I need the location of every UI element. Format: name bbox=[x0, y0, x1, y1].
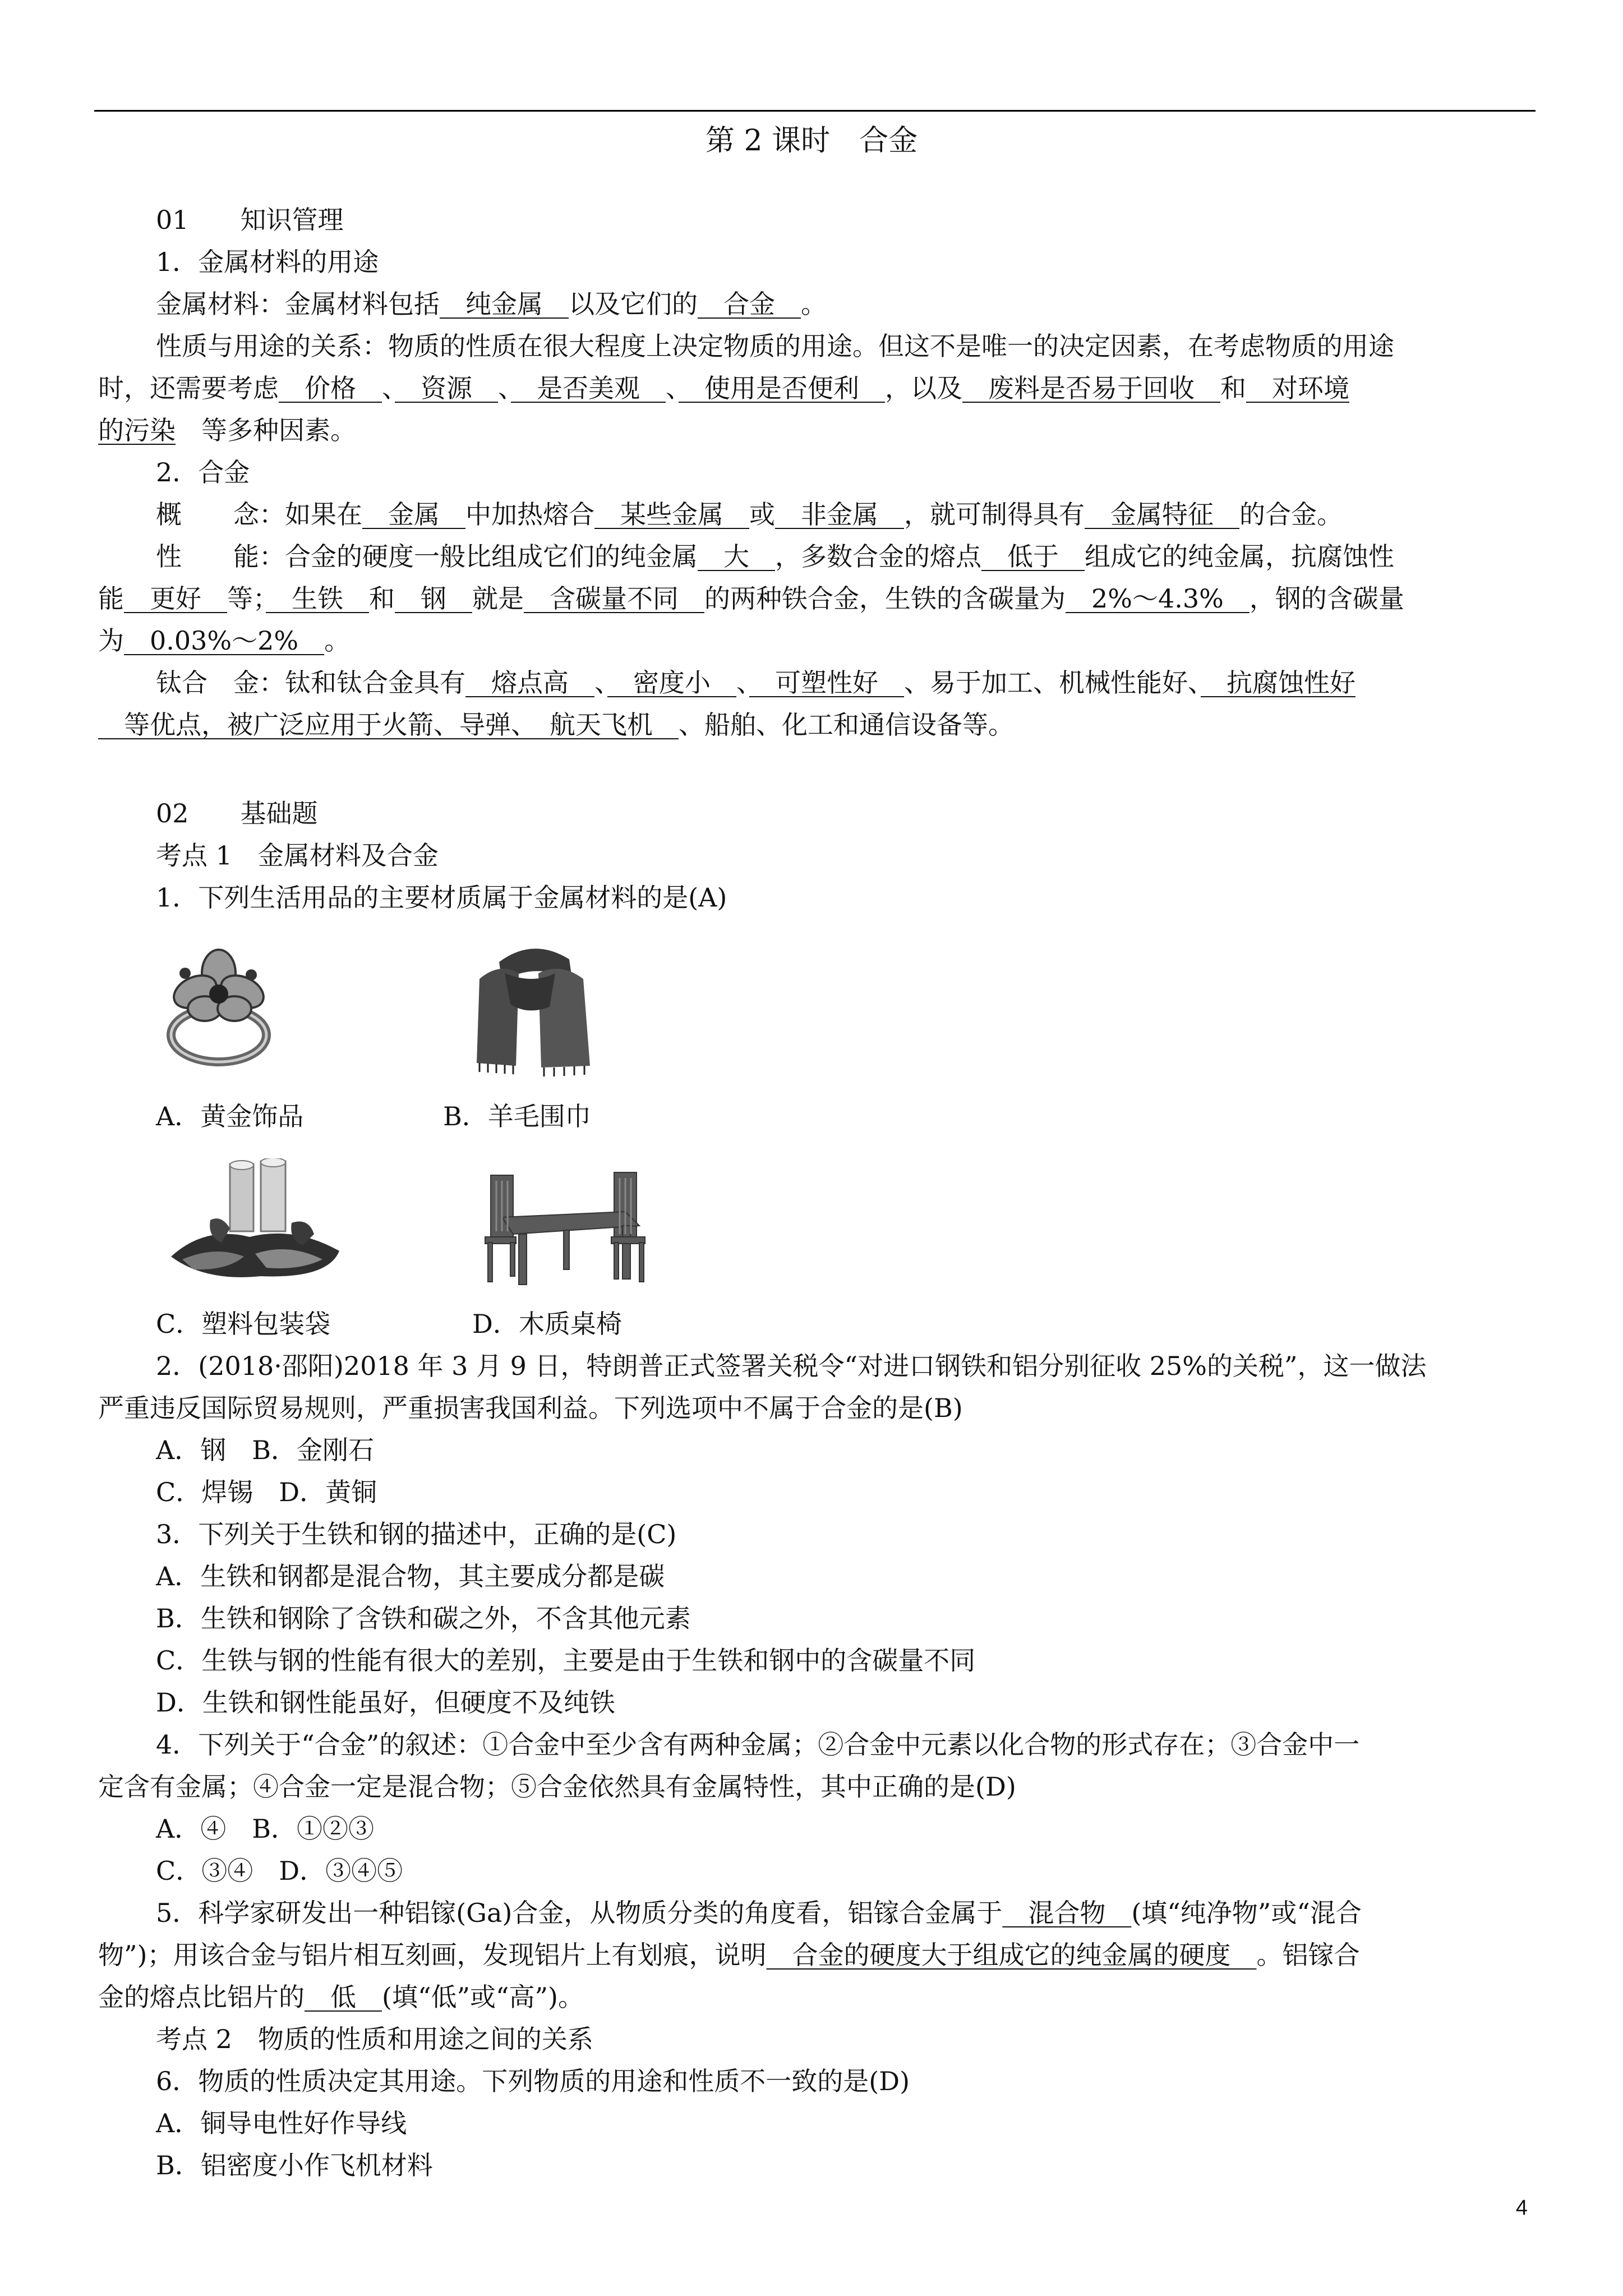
question-6-option-b: B．铝密度小作飞机材料 bbox=[156, 2150, 433, 2180]
question-2-options-1: A．钢 B．金刚石 bbox=[156, 1435, 375, 1465]
question-1-option-b: B．羊毛围巾 bbox=[443, 1101, 591, 1131]
question-4-options-1: A．④ B．①②③ bbox=[156, 1814, 375, 1844]
paragraph-concept: 概 念：如果在 金属 中加热熔合 某些金属 或 非金属 ，就可制得具有 金属特征 的合金。 bbox=[156, 499, 1343, 530]
page-number: 4 bbox=[1515, 2196, 1528, 2220]
section-heading-knowledge: 01 知识管理 bbox=[156, 205, 344, 235]
table-chairs-image bbox=[479, 1164, 648, 1287]
question-2-line1: 2．(2018·邵阳)2018 年 3 月 9 日，特朗普正式签署关税令“对进口钢铁和铝分别征收 25%的关税”，这一做法 bbox=[156, 1351, 1427, 1381]
question-3-option-a: A．生铁和钢都是混合物，其主要成分都是碳 bbox=[156, 1561, 665, 1591]
question-5-line2: 物”)；用该合金与铝片相互刻画，发现铝片上有划痕，说明 合金的硬度大于组成它的纯金属的硬度 。铝镓合 bbox=[98, 1940, 1360, 1970]
question-6: 6．物质的性质决定其用途。下列物质的用途和性质不一致的是(D) bbox=[156, 2066, 910, 2096]
paragraph-property-use-line1: 性质与用途的关系：物质的性质在很大程度上决定物质的用途。但这不是唯一的决定因素，在考虑物质的用途 bbox=[156, 331, 1394, 361]
section-heading-basic: 02 基础题 bbox=[156, 798, 318, 829]
topic-2-heading: 考点 2 物质的性质和用途之间的关系 bbox=[156, 2024, 593, 2054]
paragraph-property-use-line3: 的污染 等多种因素。 bbox=[98, 415, 356, 445]
plastic-bags-image bbox=[160, 1158, 345, 1287]
paragraph-property-use-line2: 时，还需要考虑 价格 、 资源 、 是否美观 、 使用是否便利 ，以及 废料是否易于回收 和 对环境 bbox=[98, 373, 1349, 403]
scarf-image bbox=[465, 940, 600, 1080]
question-6-option-a: A．铜导电性好作导线 bbox=[156, 2108, 407, 2138]
question-4-line2: 定含有金属；④合金一定是混合物；⑤合金依然具有金属特性，其中正确的是(D) bbox=[98, 1772, 1016, 1802]
question-1-option-d: D．木质桌椅 bbox=[472, 1309, 622, 1339]
paragraph-performance-line2: 能 更好 等； 生铁 和 钢 就是 含碳量不同 的两种铁合金，生铁的含碳量为 2%～4.3% ，钢的含碳量 bbox=[98, 583, 1404, 614]
header-rule bbox=[94, 110, 1536, 112]
question-1-option-a: A．黄金饰品 bbox=[156, 1101, 304, 1131]
subheading-uses: 1．金属材料的用途 bbox=[156, 247, 379, 277]
question-3: 3．下列关于生铁和钢的描述中，正确的是(C) bbox=[156, 1519, 677, 1549]
question-3-option-b: B．生铁和钢除了含铁和碳之外，不含其他元素 bbox=[156, 1603, 691, 1634]
topic-1-heading: 考点 1 金属材料及合金 bbox=[156, 840, 439, 871]
question-3-option-d: D．生铁和钢性能虽好，但硬度不及纯铁 bbox=[156, 1687, 615, 1718]
question-1: 1．下列生活用品的主要材质属于金属材料的是(A) bbox=[156, 882, 727, 913]
paragraph-performance-line1: 性 能：合金的硬度一般比组成它们的纯金属 大 ，多数合金的熔点 低于 组成它的纯金属，抗腐蚀性 bbox=[156, 541, 1394, 572]
ring-image bbox=[151, 942, 286, 1077]
paragraph-titanium-line1: 钛合 金：钛和钛合金具有 熔点高 、 密度小 、 可塑性好 、易于加工、机械性能好、 抗腐蚀性好 bbox=[156, 668, 1355, 698]
question-3-option-c: C．生铁与钢的性能有很大的差别，主要是由于生铁和钢中的含碳量不同 bbox=[156, 1645, 976, 1676]
page-title: 第 2 课时 合金 bbox=[705, 124, 918, 158]
question-5-line3: 金的熔点比铝片的 低 (填“低”或“高”)。 bbox=[98, 1982, 584, 2012]
question-1-option-c: C．塑料包装袋 bbox=[156, 1309, 331, 1339]
paragraph-performance-line3: 为 0.03%～2% 。 bbox=[98, 625, 351, 656]
question-2-line2: 严重违反国际贸易规则，严重损害我国利益。下列选项中不属于合金的是(B) bbox=[98, 1393, 963, 1423]
question-4-line1: 4．下列关于“合金”的叙述：①合金中至少含有两种金属；②合金中元素以化合物的形式存在；③合金中一 bbox=[156, 1729, 1360, 1760]
subheading-alloy: 2．合金 bbox=[156, 457, 250, 487]
question-5-line1: 5．科学家研发出一种铝镓(Ga)合金，从物质分类的角度看，铝镓合金属于 混合物 (填“纯净物”或“混合 bbox=[156, 1898, 1362, 1928]
question-4-options-2: C．③④ D．③④⑤ bbox=[156, 1856, 403, 1886]
paragraph-metal-materials: 金属材料：金属材料包括 纯金属 以及它们的 合金 。 bbox=[156, 289, 827, 319]
question-2-options-2: C．焊锡 D．黄铜 bbox=[156, 1477, 377, 1507]
paragraph-titanium-line2: 等优点，被广泛应用于火箭、导弹、 航天飞机 、船舶、化工和通信设备等。 bbox=[98, 710, 1014, 740]
